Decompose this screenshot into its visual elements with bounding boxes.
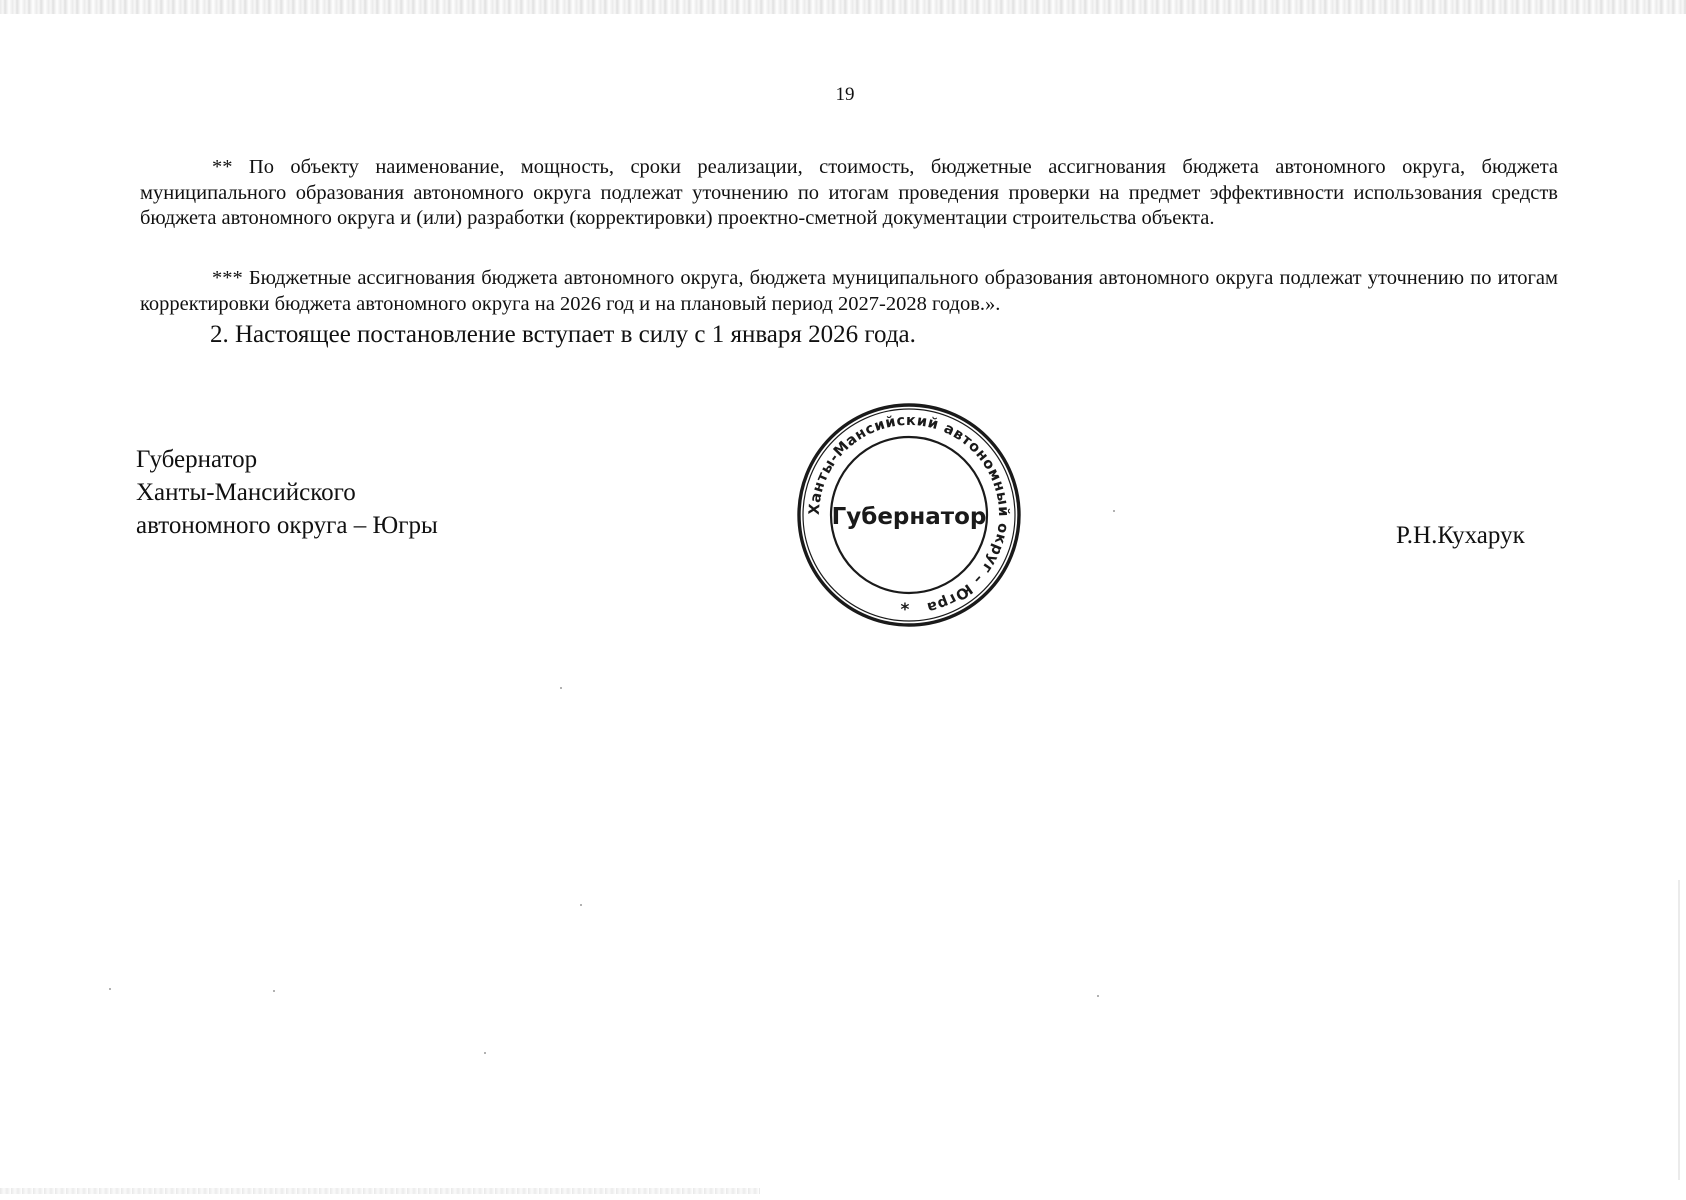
scan-edge-right [1678,880,1680,1180]
official-seal [794,400,1024,630]
scan-speck [273,990,275,992]
signer-title-line: Губернатор [136,446,258,473]
scan-speck [1097,995,1099,997]
scan-speck [484,1052,486,1054]
page-number: 19 [835,84,855,105]
scan-speck [109,988,111,990]
signer-name: Р.Н.Кухарук [1396,522,1525,549]
scan-edge-top [0,0,1686,14]
seal-graphic [794,400,1024,630]
clause-effective-date: 2. Настоящее постановление вступает в силу с 1 января 2026 года. [210,321,916,348]
seal-ring-text: Ханты-Мансийский автономный округ – Югра [806,412,1012,616]
seal-center-text: Губернатор [831,504,987,530]
scan-speck [1113,510,1115,512]
scan-edge-bottom [0,1188,760,1194]
signer-title-line: Ханты-Мансийского [136,479,356,506]
seal-star: * [900,600,910,620]
scan-speck [560,687,562,689]
signer-title [136,443,438,542]
signer-title-line: автономного округа – Югры [136,512,438,539]
footnote-double-asterisk: ** По объекту наименование, мощность, сроки реализации, стоимость, бюджетные ассигнования бюджета автономного округа, бюджета муниципального образования автономного округа подлежат уточнению по итогам проведения проверки на предмет эффективности использования средств бюджета автономного округа и (или) разработки (корректировки) проектно-сметной документации строительства объекта. [140,156,1558,229]
scan-speck [580,904,582,906]
footnote-triple-asterisk: *** Бюджетные ассигнования бюджета автономного округа, бюджета муниципального образования автономного округа подлежат уточнению по итогам корректировки бюджета автономного округа на 2026 год и на плановый период 2027-2028 годов.». [140,267,1558,315]
